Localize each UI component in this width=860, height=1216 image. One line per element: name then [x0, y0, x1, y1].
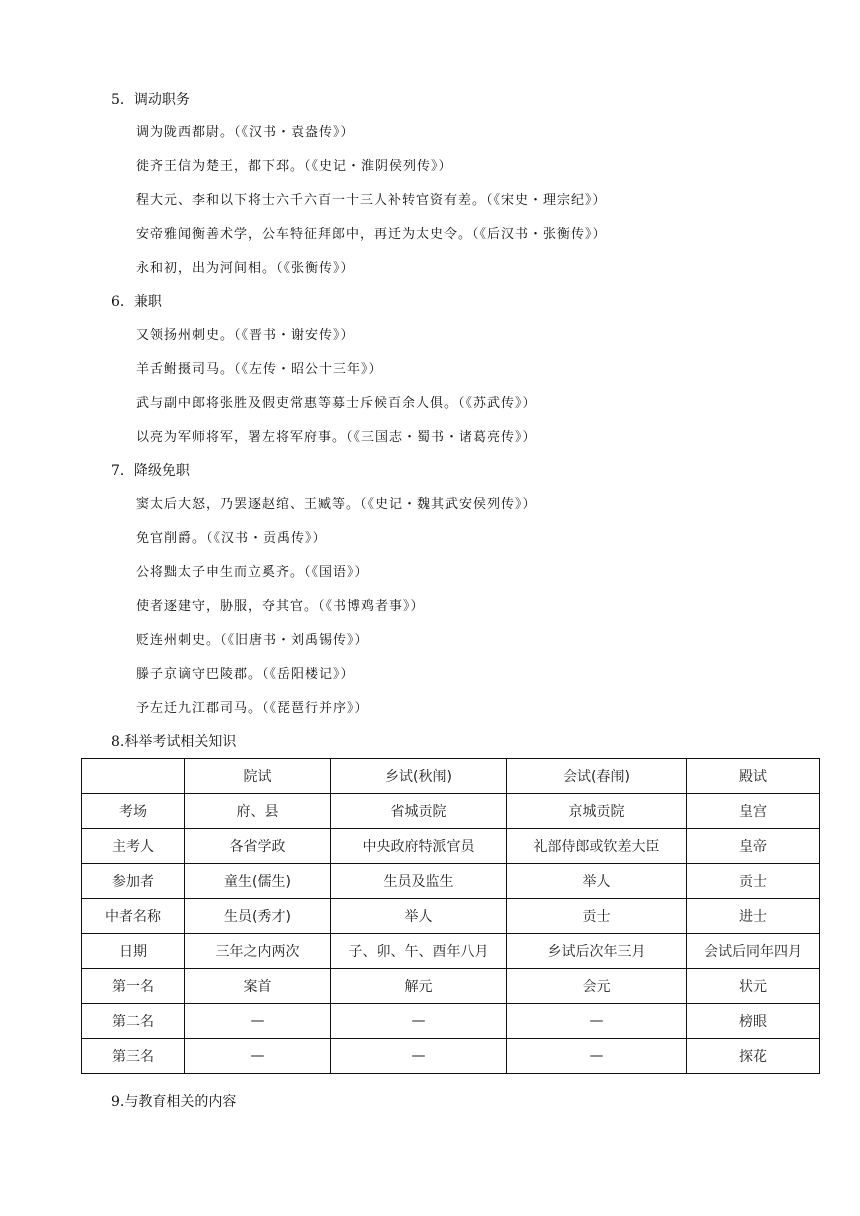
text-line: 永和初，出为河间相。（《张衡传》）	[136, 261, 355, 276]
table-cell: —	[331, 1039, 507, 1074]
row-label-cell: 第一名	[82, 969, 185, 1004]
text-line: 滕子京谪守巴陵郡。（《岳阳楼记》）	[136, 667, 355, 682]
table-header-cell: 乡试(秋闱)	[331, 759, 507, 794]
text-line: 程大元、李和以下将士六千六百一十三人补转官资有差。（《宋史・理宗纪》）	[136, 193, 607, 208]
text-line: 窦太后大怒，乃罢逐赵绾、王臧等。（《史记・魏其武安侯列传》）	[136, 497, 537, 512]
table-cell: 解元	[331, 969, 507, 1004]
text-line: 羊舌鲋摄司马。（《左传・昭公十三年》）	[136, 362, 383, 377]
text-line: 武与副中郎将张胜及假吏常惠等募士斥候百余人俱。（《苏武传》）	[136, 396, 537, 411]
section-heading-5: 5．调动职务	[111, 92, 190, 108]
table-row	[82, 934, 820, 969]
table-row	[82, 864, 820, 899]
table-row	[82, 794, 820, 829]
table-cell: 三年之内两次	[185, 934, 331, 969]
row-label-cell: 参加者	[82, 864, 185, 899]
table-cell: —	[507, 1004, 687, 1039]
section-heading-8: 8.科举考试相关知识	[111, 734, 237, 750]
table-cell: 京城贡院	[507, 794, 687, 829]
table-cell: 贡士	[507, 899, 687, 934]
table-cell: 举人	[507, 864, 687, 899]
row-label-cell: 第三名	[82, 1039, 185, 1074]
table-cell: —	[185, 1039, 331, 1074]
text-line: 调为陇西都尉。（《汉书・袁盎传》）	[136, 125, 355, 140]
text-line: 安帝雅闻衡善术学，公车特征拜郎中，再迁为太史令。（《后汉书・张衡传》）	[136, 227, 607, 242]
table-cell: 童生(儒生)	[185, 864, 331, 899]
table-row	[82, 829, 820, 864]
table-header-cell: 会试(春闱)	[507, 759, 687, 794]
table-cell: 乡试后次年三月	[507, 934, 687, 969]
table-cell: 皇帝	[687, 829, 820, 864]
text-line: 贬连州刺史。（《旧唐书・刘禹锡传》）	[136, 633, 369, 648]
row-label-cell: 中者名称	[82, 899, 185, 934]
text-line: 免官削爵。（《汉书・贡禹传》）	[136, 531, 327, 546]
table-cell: 案首	[185, 969, 331, 1004]
table-cell: 举人	[331, 899, 507, 934]
table-cell: 府、县	[185, 794, 331, 829]
text-line: 以亮为军师将军，署左将军府事。（《三国志・蜀书・诸葛亮传》）	[136, 430, 537, 445]
table-cell: 榜眼	[687, 1004, 820, 1039]
table-header-cell: 殿试	[687, 759, 820, 794]
table-header-cell	[82, 759, 185, 794]
row-label-cell: 考场	[82, 794, 185, 829]
table-cell: 子、卯、午、酉年八月	[331, 934, 507, 969]
row-label-cell: 日期	[82, 934, 185, 969]
table-header-row	[82, 759, 820, 794]
table-row	[82, 1039, 820, 1074]
table-cell: 状元	[687, 969, 820, 1004]
exam-table	[81, 758, 820, 1074]
table-cell: —	[331, 1004, 507, 1039]
table-cell: 礼部侍郎或钦差大臣	[507, 829, 687, 864]
table-cell: 省城贡院	[331, 794, 507, 829]
table-cell: 贡士	[687, 864, 820, 899]
table-cell: 探花	[687, 1039, 820, 1074]
table-cell: 生员及监生	[331, 864, 507, 899]
table-cell: 进士	[687, 899, 820, 934]
text-line: 徙齐王信为楚王，都下邳。（《史记・淮阴侯列传》）	[136, 159, 453, 174]
row-label-cell: 主考人	[82, 829, 185, 864]
text-line: 公将黜太子申生而立奚齐。（《国语》）	[136, 565, 369, 580]
section-heading-7: 7．降级免职	[111, 463, 190, 479]
table-cell: 会元	[507, 969, 687, 1004]
table-cell: 生员(秀才)	[185, 899, 331, 934]
table-cell: 各省学政	[185, 829, 331, 864]
table-cell: —	[185, 1004, 331, 1039]
row-label-cell: 第二名	[82, 1004, 185, 1039]
text-line: 又领扬州刺史。（《晋书・谢安传》）	[136, 328, 355, 343]
table-row	[82, 899, 820, 934]
table-row	[82, 1004, 820, 1039]
text-line: 使者逐建守，胁服，夺其官。（《书博鸡者事》）	[136, 599, 425, 614]
table-cell: 皇宫	[687, 794, 820, 829]
table-row	[82, 969, 820, 1004]
table-header-cell: 院试	[185, 759, 331, 794]
section-heading-9: 9.与教育相关的内容	[111, 1094, 237, 1110]
table-cell: 会试后同年四月	[687, 934, 820, 969]
text-line: 予左迁九江郡司马。（《琵琶行并序》）	[136, 701, 369, 716]
table-cell: 中央政府特派官员	[331, 829, 507, 864]
table-cell: —	[507, 1039, 687, 1074]
section-heading-6: 6．兼职	[111, 294, 162, 310]
